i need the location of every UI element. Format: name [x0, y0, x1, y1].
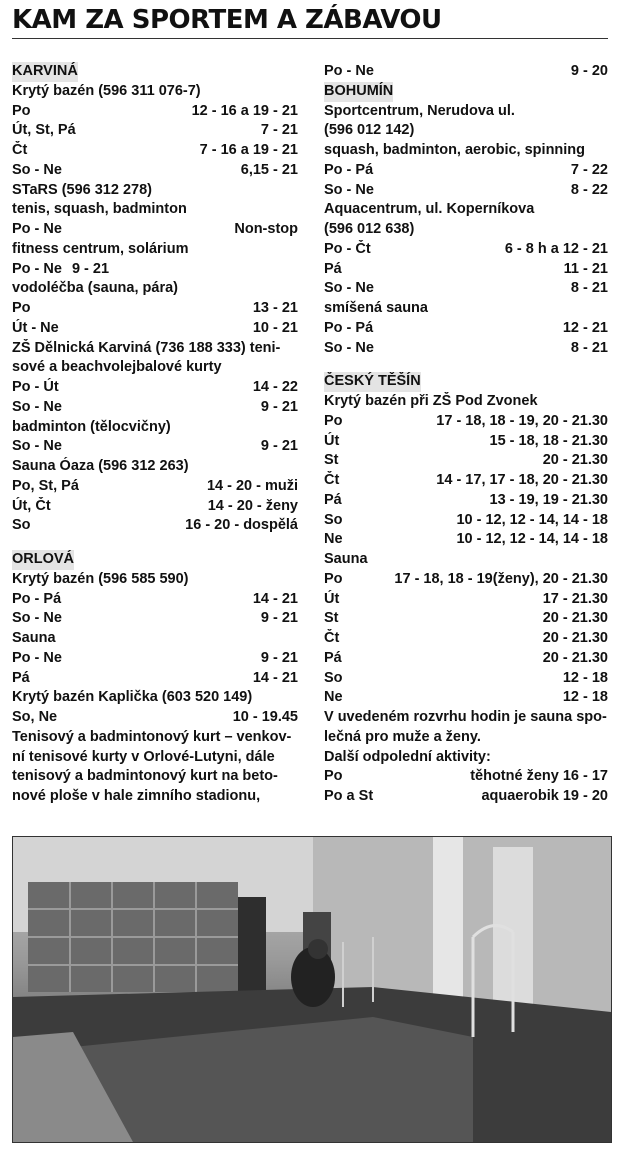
schedule-row	[12, 299, 298, 319]
venue-text: Tenisový a badmintonový kurt – venkov-	[12, 728, 292, 745]
schedule-days: So - Ne	[324, 339, 374, 356]
venue-text: ZŠ Dělnická Karviná (736 188 333) teni-	[12, 339, 281, 356]
city-name: ORLOVÁ	[12, 550, 74, 570]
schedule-days: Út	[324, 590, 340, 607]
venue-text: (596 012 142)	[324, 122, 415, 139]
schedule-days: Po, St, Pá	[12, 477, 79, 494]
schedule-days: So - Ne	[324, 280, 374, 297]
venue-text: lečná pro muže a ženy.	[324, 728, 481, 745]
schedule-row	[12, 516, 298, 536]
schedule-hours: 12 - 18	[562, 689, 608, 706]
schedule-row	[12, 609, 298, 629]
schedule-hours: aquaerobik 19 - 20	[481, 788, 608, 804]
schedule-row	[324, 62, 608, 82]
schedule-row	[12, 161, 298, 181]
schedule-row	[12, 477, 298, 497]
schedule-days: Po - Ne	[12, 649, 62, 666]
page-title: KAM ZA SPORTEM A ZÁBAVOU	[12, 4, 608, 39]
schedule-row	[324, 260, 608, 280]
schedule-row	[324, 181, 608, 201]
schedule-row	[324, 339, 608, 359]
schedule-days: So - Ne	[12, 398, 62, 415]
schedule-days: Po	[324, 768, 343, 785]
schedule-hours: 16 - 20 - dospělá	[185, 517, 298, 534]
schedule-days: Út - Ne	[12, 319, 59, 336]
schedule-row	[324, 279, 608, 299]
schedule-hours: těhotné ženy 16 - 17	[470, 768, 608, 785]
schedule-hours: Non-stop	[234, 221, 298, 237]
schedule-row	[324, 590, 608, 610]
schedule-days: Po	[324, 412, 343, 429]
schedule-hours: 20 - 21.30	[542, 630, 608, 646]
venue-text: Další odpolední aktivity:	[324, 748, 491, 765]
schedule-days: Po	[12, 102, 31, 119]
venue-text: (596 012 638)	[324, 221, 415, 237]
schedule-row	[12, 649, 298, 669]
city-name: BOHUMÍN	[324, 82, 393, 102]
schedule-row	[324, 570, 608, 590]
schedule-row	[324, 471, 608, 491]
schedule-days: Po - Pá	[324, 319, 374, 336]
schedule-days: Po - Pá	[12, 590, 62, 607]
schedule-hours: 13 - 21	[252, 300, 298, 316]
schedule-days: So - Ne	[324, 181, 374, 198]
schedule-row	[324, 629, 608, 649]
schedule-row	[324, 451, 608, 471]
schedule-hours: 20 - 21.30	[542, 610, 608, 627]
schedule-days: St	[324, 452, 339, 469]
schedule-days: Po	[12, 300, 31, 316]
venue-text: Sauna	[324, 551, 368, 567]
venue-text: squash, badminton, aerobic, spinning	[324, 142, 586, 158]
schedule-hours: 9 - 20	[570, 63, 608, 79]
schedule-hours: 15 - 18, 18 - 21.30	[489, 432, 608, 449]
schedule-hours: 8 - 21	[570, 339, 608, 356]
schedule-hours: 14 - 17, 17 - 18, 20 - 21.30	[436, 472, 608, 488]
schedule-hours: 9 - 21	[260, 649, 298, 666]
schedule-row	[12, 260, 298, 280]
schedule-hours: 9 - 21	[260, 610, 298, 627]
schedule-days: Ne	[324, 689, 343, 706]
schedule-days: Pá	[324, 491, 342, 508]
schedule-hours: 14 - 20 - ženy	[207, 497, 298, 514]
schedule-hours: 17 - 18, 18 - 19(ženy), 20 - 21.30	[394, 570, 608, 587]
venue-text: Krytý bazén (596 311 076-7)	[12, 82, 201, 99]
section-gap	[324, 358, 608, 372]
schedule-days: Po a St	[324, 788, 374, 804]
schedule-days: Po	[324, 570, 343, 587]
schedule-days: Út	[324, 432, 340, 449]
schedule-row	[12, 590, 298, 610]
schedule-hours: 14 - 22	[252, 379, 298, 395]
schedule-days: So, Ne	[12, 709, 58, 725]
venue-text: sové a beachvolejbalové kurty	[12, 359, 222, 376]
schedule-hours: 8 - 21	[570, 280, 608, 297]
schedule-days: Po - Út	[12, 379, 59, 395]
schedule-hours: 6 - 8 h a 12 - 21	[504, 240, 608, 257]
schedule-days: Ne	[324, 531, 343, 548]
city-heading	[12, 550, 298, 570]
schedule-row	[324, 432, 608, 452]
schedule-days: Po - Ne	[324, 63, 374, 79]
schedule-hours: 14 - 21	[252, 590, 298, 607]
schedule-row	[324, 491, 608, 511]
venue-text: vodoléčba (sauna, pára)	[12, 280, 178, 297]
schedule-row	[324, 161, 608, 181]
schedule-days: Út, St, Pá	[12, 122, 76, 139]
venue-text: nové ploše v hale zimního stadionu,	[12, 788, 261, 804]
schedule-hours: 17 - 18, 18 - 19, 20 - 21.30	[436, 412, 608, 429]
schedule-hours: 7 - 22	[570, 161, 608, 178]
right-column	[324, 62, 608, 807]
left-column	[12, 62, 298, 807]
schedule-row	[12, 669, 298, 689]
schedule-hours: 10 - 12, 12 - 14, 14 - 18	[456, 531, 608, 548]
schedule-row	[12, 398, 298, 418]
schedule-hours: 7 - 16 a 19 - 21	[199, 142, 298, 158]
schedule-hours: 7 - 21	[260, 122, 298, 139]
venue-text: badminton (tělocvičny)	[12, 418, 171, 435]
venue-text: Krytý bazén (596 585 590)	[12, 570, 189, 587]
city-heading	[324, 82, 608, 102]
schedule-hours: 10 - 19.45	[232, 709, 298, 725]
venue-text: STaRS (596 312 278)	[12, 181, 152, 198]
schedule-hours: 6,15 - 21	[240, 161, 298, 178]
schedule-row	[324, 511, 608, 531]
schedule-hours: 14 - 21	[252, 669, 298, 686]
schedule-hours: 9 - 21	[71, 260, 110, 277]
schedule-days: Čt	[324, 472, 340, 488]
schedule-hours: 12 - 21	[562, 319, 608, 336]
schedule-row	[12, 319, 298, 339]
swimming-pool-photo	[12, 836, 612, 1143]
city-heading	[324, 372, 608, 392]
schedule-row	[12, 141, 298, 161]
venue-text: tenisový a badmintonový kurt na beto-	[12, 768, 278, 785]
schedule-days: So	[12, 517, 31, 534]
city-name: KARVINÁ	[12, 62, 78, 82]
schedule-row	[12, 102, 298, 122]
schedule-row	[12, 708, 298, 728]
schedule-hours: 20 - 21.30	[542, 452, 608, 469]
schedule-row	[324, 240, 608, 260]
schedule-days: So - Ne	[12, 161, 62, 178]
venue-text: Sportcentrum, Nerudova ul.	[324, 102, 515, 119]
schedule-days: St	[324, 610, 339, 627]
schedule-hours: 9 - 21	[260, 398, 298, 415]
city-heading	[12, 62, 298, 82]
schedule-hours: 13 - 19, 19 - 21.30	[489, 491, 608, 508]
venue-text: V uvedeném rozvrhu hodin je sauna spo-	[324, 709, 607, 725]
schedule-row	[324, 609, 608, 629]
schedule-days: Čt	[12, 142, 28, 158]
venue-text: Aquacentrum, ul. Koperníkova	[324, 201, 535, 218]
schedule-days: So - Ne	[12, 610, 62, 627]
section-gap	[12, 536, 298, 550]
venue-text: Sauna	[12, 630, 56, 646]
schedule-days: Pá	[12, 669, 30, 686]
schedule-hours: 20 - 21.30	[542, 649, 608, 666]
schedule-row	[324, 319, 608, 339]
venue-text: Sauna Óaza (596 312 263)	[12, 458, 189, 474]
schedule-row	[324, 649, 608, 669]
schedule-row	[12, 497, 298, 517]
schedule-days: Po - Ne	[12, 221, 62, 237]
venue-text: Krytý bazén Kaplička (603 520 149)	[12, 689, 253, 706]
city-name: ČESKÝ TĚŠÍN	[324, 372, 421, 392]
schedule-days: Čt	[324, 630, 340, 646]
schedule-hours: 17 - 21.30	[542, 590, 608, 607]
schedule-row	[12, 121, 298, 141]
schedule-row	[324, 767, 608, 787]
schedule-days: So	[324, 511, 343, 528]
schedule-row	[324, 412, 608, 432]
schedule-row	[324, 669, 608, 689]
schedule-row	[12, 220, 298, 240]
schedule-row	[324, 530, 608, 550]
schedule-days: Po - Čt	[324, 240, 371, 257]
photo-illustration	[13, 837, 611, 1142]
schedule-row	[324, 688, 608, 708]
schedule-row	[324, 787, 608, 807]
venue-text: smíšená sauna	[324, 300, 428, 316]
schedule-hours: 12 - 16 a 19 - 21	[191, 102, 298, 119]
schedule-days: Pá	[324, 260, 342, 277]
schedule-days: So - Ne	[12, 438, 62, 455]
schedule-hours: 10 - 12, 12 - 14, 14 - 18	[456, 511, 608, 528]
schedule-hours: 14 - 20 - muži	[206, 477, 298, 494]
schedule-hours: 12 - 18	[562, 669, 608, 686]
venue-text: tenis, squash, badminton	[12, 201, 187, 218]
schedule-row	[12, 378, 298, 398]
schedule-hours: 11 - 21	[563, 260, 608, 277]
schedule-days: Pá	[324, 649, 342, 666]
venue-text: fitness centrum, solárium	[12, 240, 189, 257]
schedule-days: Út, Čt	[12, 497, 51, 514]
schedule-hours: 10 - 21	[252, 319, 298, 336]
schedule-row	[12, 437, 298, 457]
schedule-hours: 8 - 22	[570, 181, 608, 198]
venue-text: Krytý bazén při ZŠ Pod Zvonek	[324, 393, 538, 409]
venue-text: ní tenisové kurty v Orlové-Lutyni, dále	[12, 748, 275, 765]
schedule-days: So	[324, 669, 343, 686]
schedule-hours: 9 - 21	[260, 438, 298, 455]
schedule-days: Po - Ne	[12, 260, 62, 277]
schedule-days: Po - Pá	[324, 161, 374, 178]
